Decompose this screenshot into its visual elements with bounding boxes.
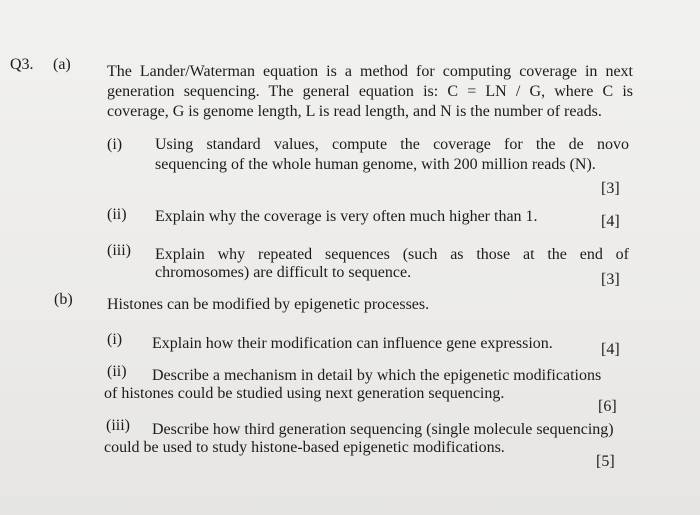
part-a-item-iii-line-1: Explain why repeated sequences (such as those at the end of bbox=[155, 246, 629, 263]
part-a-item-ii-line-1: Explain why the coverage is very often much higher than 1. bbox=[155, 208, 538, 225]
part-b-intro: Histones can be modified by epigenetic processes. bbox=[107, 296, 430, 313]
part-a-item-i-line-1: Using standard values, compute the coverage for the de novo bbox=[155, 136, 629, 153]
part-b-item-ii-marks: [6] bbox=[598, 398, 617, 415]
part-b-label: (b) bbox=[54, 291, 73, 308]
part-a-item-i-marks: [3] bbox=[601, 180, 620, 197]
question-number: Q3. bbox=[10, 56, 34, 73]
part-b-item-iii-line-1: Describe how third generation sequencing (single molecule sequencing) bbox=[152, 421, 614, 438]
part-b-item-iii-marks: [5] bbox=[596, 453, 615, 470]
part-b-item-iii-line-2: could be used to study histone-based epigenetic modifications. bbox=[104, 439, 505, 456]
part-a-item-ii-marks: [4] bbox=[601, 213, 620, 230]
part-a-item-iii-label: (iii) bbox=[107, 242, 131, 259]
part-a-item-iii-marks: [3] bbox=[601, 271, 620, 288]
part-b-item-i-line-1: Explain how their modification can influence gene expression. bbox=[152, 335, 553, 352]
part-b-item-iii-label: (iii) bbox=[106, 417, 130, 434]
part-b-item-ii-line-1: Describe a mechanism in detail by which the epigenetic modifications bbox=[152, 367, 602, 384]
part-a-item-i-line-2: sequencing of the whole human genome, with 200 million reads (N). bbox=[155, 156, 596, 173]
part-a-item-i-label: (i) bbox=[107, 136, 123, 153]
part-b-item-i-marks: [4] bbox=[601, 341, 620, 358]
part-b-item-i-label: (i) bbox=[107, 331, 123, 348]
part-a-intro-line-1: The Lander/Waterman equation is a method for computing coverage in next bbox=[107, 63, 633, 80]
part-a-item-ii-label: (ii) bbox=[107, 206, 127, 223]
part-b-item-ii-line-2: of histones could be studied using next generation sequencing. bbox=[104, 385, 505, 402]
part-a-label: (a) bbox=[53, 56, 71, 73]
part-b-item-ii-label: (ii) bbox=[107, 363, 127, 380]
part-a-item-iii-line-2: chromosomes) are difficult to sequence. bbox=[155, 264, 412, 281]
part-a-intro-line-3: coverage, G is genome length, L is read length, and N is the number of reads. bbox=[107, 103, 602, 120]
part-a-intro-line-2: generation sequencing. The general equation is: C = LN / G, where C is bbox=[107, 83, 633, 100]
